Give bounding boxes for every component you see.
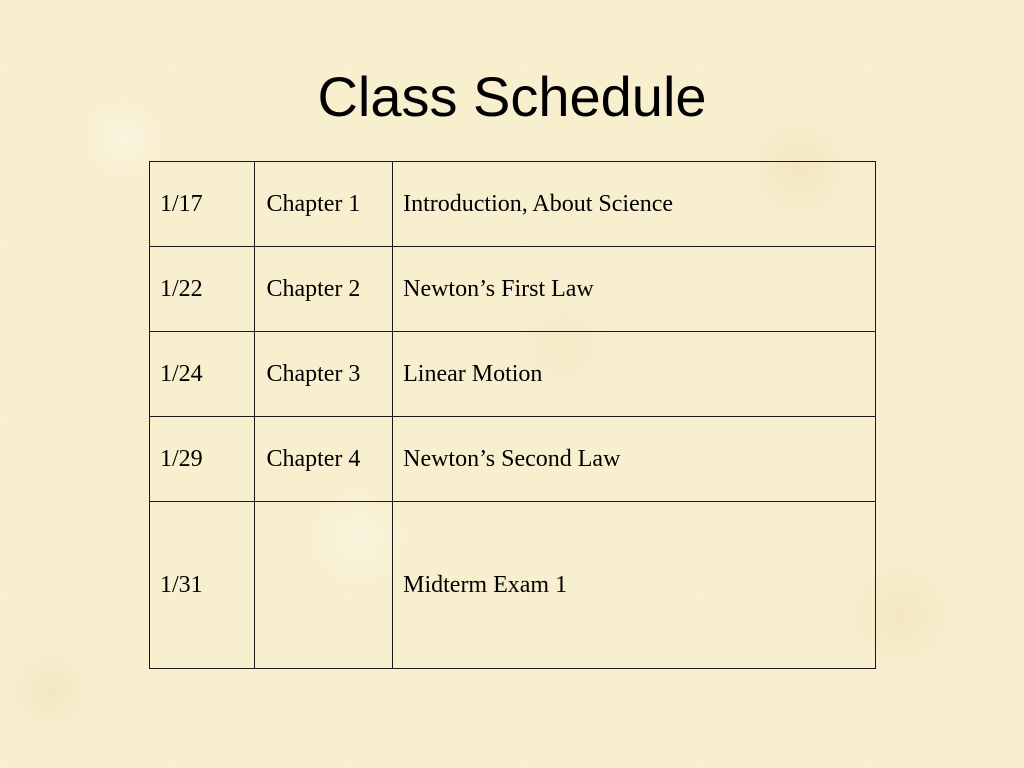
table-row [150,162,876,247]
topic-cell: Introduction, About Science [393,162,876,247]
table-row [150,502,876,669]
slide-title: Class Schedule [317,65,707,128]
chapter-cell: Chapter 3 [255,332,393,417]
date-cell: 1/29 [150,417,255,502]
topic-cell: Newton’s First Law [393,247,876,332]
table-row [150,417,876,502]
date-cell: 1/17 [150,162,255,247]
chapter-cell: Chapter 1 [255,162,393,247]
table-row [150,247,876,332]
topic-cell: Linear Motion [393,332,876,417]
date-cell: 1/31 [150,502,255,669]
class-schedule-table [149,161,876,669]
date-cell: 1/24 [150,332,255,417]
table-row [150,332,876,417]
topic-cell: Midterm Exam 1 [393,502,876,669]
chapter-cell: Chapter 2 [255,247,393,332]
chapter-cell: Chapter 4 [255,417,393,502]
date-cell: 1/22 [150,247,255,332]
chapter-cell [255,502,393,669]
topic-cell: Newton’s Second Law [393,417,876,502]
